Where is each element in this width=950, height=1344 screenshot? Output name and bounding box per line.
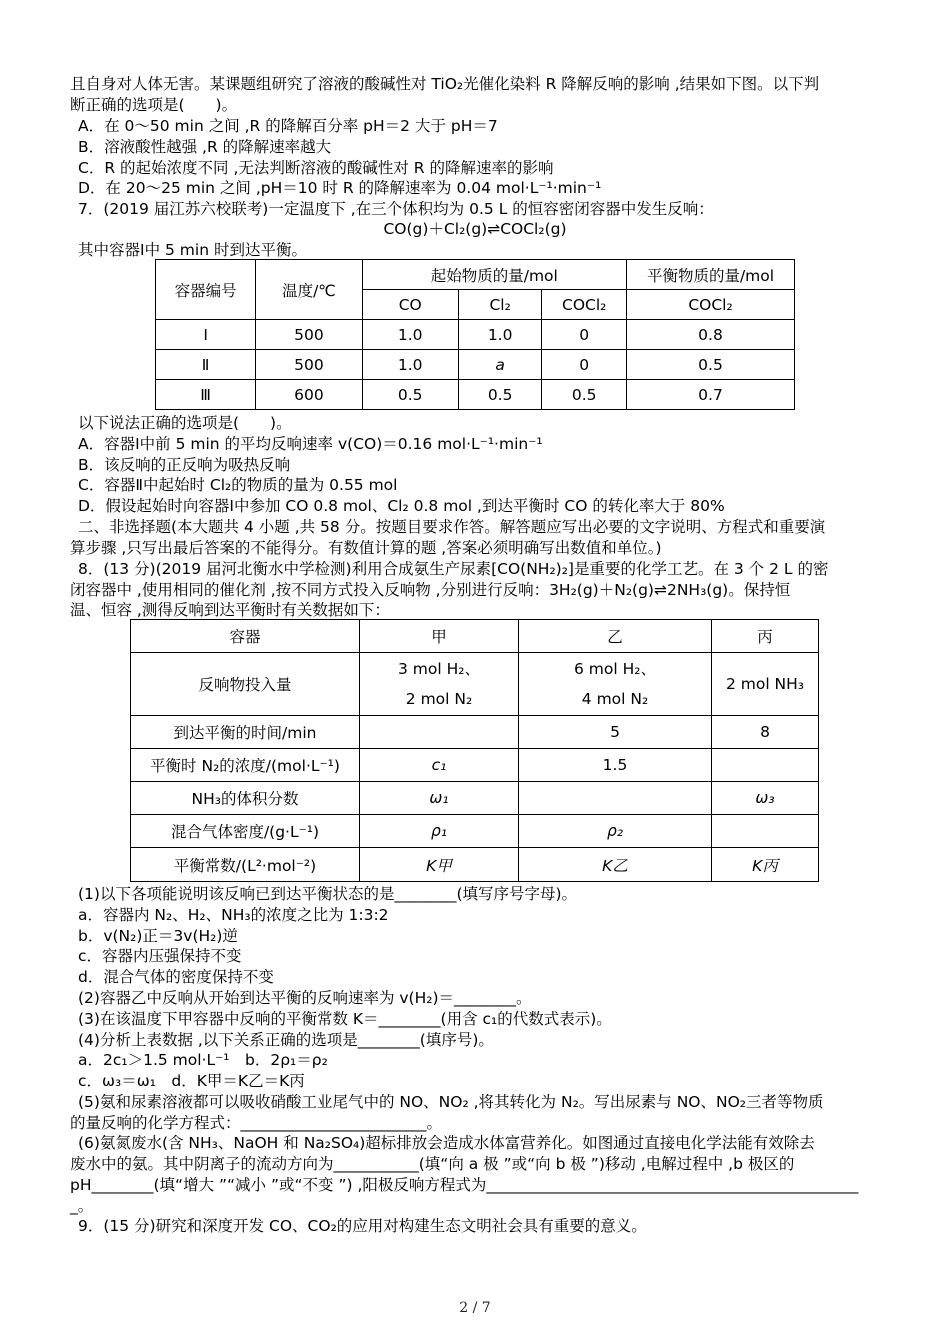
- table-cell: ω₃: [712, 782, 819, 815]
- table-cell: Ⅲ: [156, 380, 256, 410]
- table-cell: 1.0: [458, 320, 541, 350]
- text-line: _。: [70, 1197, 94, 1215]
- table-cell: K丙: [712, 848, 819, 882]
- table-cell: ρ₂: [519, 815, 712, 848]
- text-line: 其中容器Ⅰ中 5 min 时到达平衡。: [78, 241, 307, 259]
- table-cell: 1.0: [362, 320, 458, 350]
- feed-line: 2 mol N₂: [405, 690, 473, 708]
- choice-cd: c．ω₃＝ω₁ d．K甲＝K乙＝K丙: [78, 1072, 305, 1090]
- text-line: 的量反响的化学方程式：________________________。: [70, 1114, 443, 1132]
- table-subheader: CO: [362, 290, 458, 320]
- table-cell: 1.5: [519, 749, 712, 782]
- table-cell: Ⅰ: [156, 320, 256, 350]
- choice-b: b．v(N₂)正＝3v(H₂)逆: [78, 927, 238, 945]
- sub-question-6: (6)氨氮废水(含 NH₃、NaOH 和 Na₂SO₄)超标排放会造成水体富营养化。如图通过直接电化学法能有效除去: [78, 1134, 815, 1152]
- table-cell: 0.5: [542, 380, 627, 410]
- question-8: 8．(13 分)(2019 届河北衡水中学检测)利用合成氨生产尿素[CO(NH₂)₂]是重要的化学工艺。在 3 个 2 L 的密: [78, 560, 829, 578]
- table-cell: 2 mol NH₃: [712, 653, 819, 716]
- table-cell: [360, 716, 519, 749]
- choice-c: c．容器内压强保持不变: [78, 947, 242, 965]
- table-row: [131, 716, 819, 749]
- data-table-8: [130, 619, 819, 882]
- text-line: 断正确的选项是( )。: [70, 96, 238, 114]
- table-row: [131, 653, 819, 716]
- option-b: B．该反响的正反响为吸热反响: [78, 456, 291, 474]
- table-cell: 平衡时 N₂的浓度/(mol·L⁻¹): [131, 749, 360, 782]
- table-row: [156, 320, 795, 350]
- reaction-equation: CO(g)＋Cl₂(g)⇌COCl₂(g): [383, 220, 567, 238]
- text-line: 以下说法正确的选项是( )。: [78, 414, 292, 432]
- table-cell: a: [458, 350, 541, 380]
- table-cell: 0.7: [627, 380, 795, 410]
- option-c: C．R 的起始浓度不同 ,无法判断溶液的酸碱性对 R 的降解速率的影响: [78, 159, 554, 177]
- choice-d: d．混合气体的密度保持不变: [78, 968, 274, 986]
- table-cell: [519, 782, 712, 815]
- option-b: B．溶液酸性越强 ,R 的降解速率越大: [78, 138, 332, 156]
- question-7: 7．(2019 届江苏六校联考)一定温度下 ,在三个体积均为 0.5 L 的恒容密闭容器中发生反响：: [78, 200, 714, 218]
- feed-line: 3 mol H₂、: [398, 660, 480, 678]
- table-cell: 混合气体密度/(g·L⁻¹): [131, 815, 360, 848]
- choice-ab: a．2c₁＞1.5 mol·L⁻¹ b．2ρ₁＝ρ₂: [78, 1051, 328, 1069]
- table-header: 容器编号: [156, 260, 256, 320]
- text-line: 闭容器中 ,使用相同的催化剂 ,按不同方式投入反响物 ,分别进行反响：3H₂(g)＋N₂(g)⇌2NH₃(g)。保持恒: [70, 581, 791, 599]
- table-cell: 600: [256, 380, 362, 410]
- text-line: 温、恒容 ,测得反响到达平衡时有关数据如下：: [70, 601, 390, 619]
- table-cell: 0: [542, 320, 627, 350]
- table-row: [131, 782, 819, 815]
- option-d: D．在 20～25 min 之间 ,pH＝10 时 R 的降解速率为 0.04 mol·L⁻¹·min⁻¹: [78, 179, 602, 197]
- sub-question-3: (3)在该温度下甲容器中反响的平衡常数 K＝________(用含 c₁的代数式表示)。: [78, 1010, 612, 1028]
- table-subheader: Cl₂: [458, 290, 541, 320]
- table-cell: 平衡常数/(L²·mol⁻²): [131, 848, 360, 882]
- page-number: 2 / 7: [459, 1300, 491, 1316]
- table-cell: c₁: [360, 749, 519, 782]
- table-cell: 8: [712, 716, 819, 749]
- option-d: D．假设起始时向容器Ⅰ中参加 CO 0.8 mol、Cl₂ 0.8 mol ,到达平衡时 CO 的转化率大于 80%: [78, 497, 725, 515]
- table-cell: 500: [256, 320, 362, 350]
- table-cell: [712, 815, 819, 848]
- table-header: 容器: [131, 620, 360, 653]
- table-subheader: COCl₂: [627, 290, 795, 320]
- table-cell: 500: [256, 350, 362, 380]
- table-cell: Ⅱ: [156, 350, 256, 380]
- table-cell: ρ₁: [360, 815, 519, 848]
- table-cell: 5: [519, 716, 712, 749]
- table-row: [131, 815, 819, 848]
- table-cell: K乙: [519, 848, 712, 882]
- table-header: 丙: [712, 620, 819, 653]
- sub-question-2: (2)容器乙中反响从开始到达平衡的反响速率为 v(H₂)＝________。: [78, 989, 532, 1007]
- table-cell: [519, 653, 712, 716]
- feed-line: 6 mol H₂、: [574, 660, 656, 678]
- table-header: 甲: [360, 620, 519, 653]
- table-cell: 0.8: [627, 320, 795, 350]
- option-c: C．容器Ⅱ中起始时 Cl₂的物质的量为 0.55 mol: [78, 476, 398, 494]
- table-row: [156, 380, 795, 410]
- text-line: 废水中的氨。其中阴离子的流动方向为___________(填“向 a 极 ”或“向 b 极 ”)移动 ,电解过程中 ,b 极区的: [70, 1155, 795, 1173]
- table-cell: 反响物投入量: [131, 653, 360, 716]
- sub-question-1: (1)以下各项能说明该反响已到达平衡状态的是________(填写序号字母)。: [78, 885, 578, 903]
- data-table-7: [155, 259, 795, 410]
- text-line: 算步骤 ,只写出最后答案的不能得分。有数值计算的题 ,答案必须明确写出数值和单位。): [70, 539, 662, 557]
- table-cell: 0.5: [627, 350, 795, 380]
- table-header: 温度/℃: [256, 260, 362, 320]
- section-heading: 二、非选择题(本大题共 4 小题 ,共 58 分。按题目要求作答。解答题应写出必要的文字说明、方程式和重要演: [78, 518, 826, 536]
- table-cell: K甲: [360, 848, 519, 882]
- option-a: A．在 0～50 min 之间 ,R 的降解百分率 pH＝2 大于 pH＝7: [78, 117, 498, 135]
- sub-question-5: (5)氨和尿素溶液都可以吸收硝酸工业尾气中的 NO、NO₂ ,将其转化为 N₂。写出尿素与 NO、NO₂三者等物质: [78, 1093, 824, 1111]
- table-cell: NH₃的体积分数: [131, 782, 360, 815]
- table-row: [156, 350, 795, 380]
- table-cell: 到达平衡的时间/min: [131, 716, 360, 749]
- text-line: pH________(填“增大 ”“减小 ”或“不变 ”) ,阳极反响方程式为________________________________________________: [70, 1176, 859, 1194]
- table-subheader: COCl₂: [542, 290, 627, 320]
- table-cell: ω₁: [360, 782, 519, 815]
- table-row: [131, 749, 819, 782]
- choice-a: a．容器内 N₂、H₂、NH₃的浓度之比为 1:3:2: [78, 906, 389, 924]
- table-header: 起始物质的量/mol: [362, 260, 626, 290]
- table-header: 乙: [519, 620, 712, 653]
- table-cell: 0.5: [362, 380, 458, 410]
- table-cell: 1.0: [362, 350, 458, 380]
- table-cell: 0.5: [458, 380, 541, 410]
- sub-question-4: (4)分析上表数据 ,以下关系正确的选项是________(填序号)。: [78, 1031, 494, 1049]
- table-cell: 0: [542, 350, 627, 380]
- question-9: 9．(15 分)研究和深度开发 CO、CO₂的应用对构建生态文明社会具有重要的意义。: [78, 1217, 647, 1235]
- text-line: 且自身对人体无害。某课题组研究了溶液的酸碱性对 TiO₂光催化染料 R 降解反响的影响 ,结果如下图。以下判: [70, 75, 820, 93]
- table-cell: [360, 653, 519, 716]
- feed-line: 4 mol N₂: [581, 690, 649, 708]
- table-header: 平衡物质的量/mol: [627, 260, 795, 290]
- table-row: [131, 848, 819, 882]
- option-a: A．容器Ⅰ中前 5 min 的平均反响速率 v(CO)＝0.16 mol·L⁻¹·min⁻¹: [78, 435, 543, 453]
- table-cell: [712, 749, 819, 782]
